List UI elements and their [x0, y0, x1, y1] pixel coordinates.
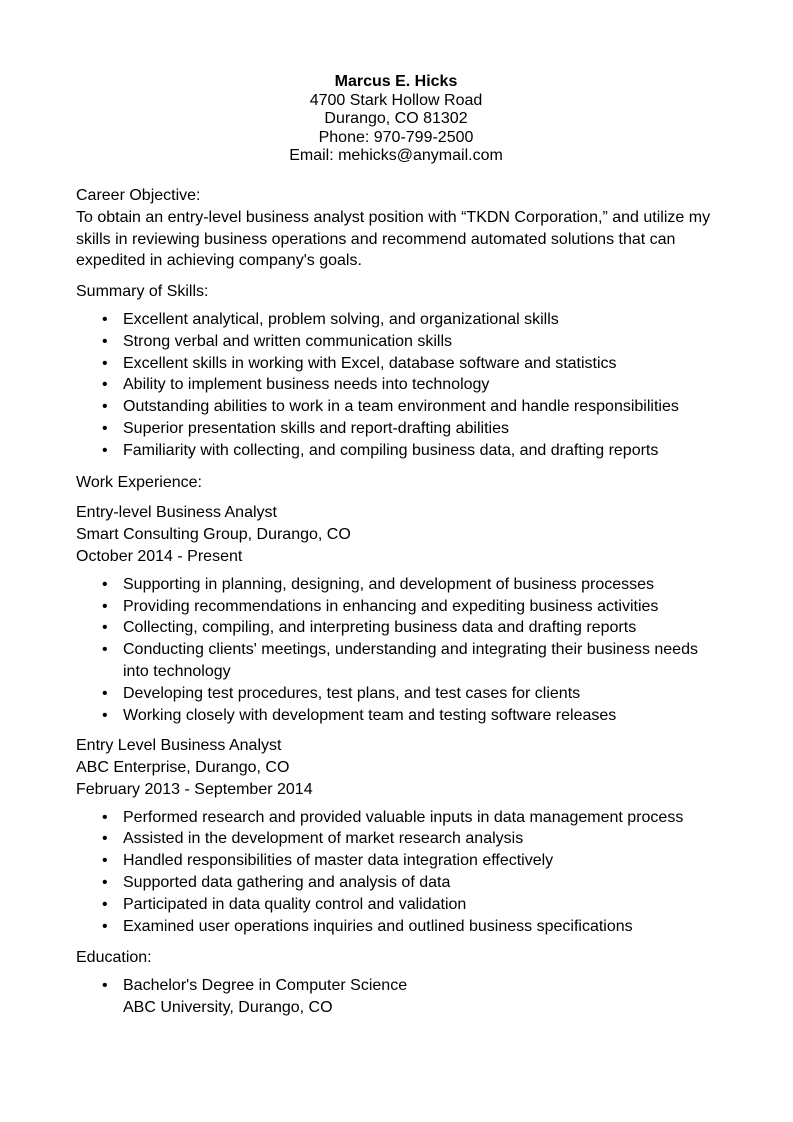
job-role: Entry Level Business Analyst — [76, 737, 282, 755]
list-item: • Familiarity with collecting, and compiling business data, and drafting reports — [76, 440, 726, 462]
list-item: • Outstanding abilities to work in a team environment and handle responsibilities — [76, 396, 726, 418]
job-dates: February 2013 - September 2014 — [76, 780, 313, 798]
list-item: • Handled responsibilities of master data integration effectively — [76, 850, 726, 872]
list-item: • Collecting, compiling, and interpreting business data and drafting reports — [76, 617, 726, 639]
bullet-icon: • — [102, 310, 108, 328]
bullet-icon: • — [102, 874, 108, 892]
bullet-icon: • — [102, 354, 108, 372]
list-item: • Superior presentation skills and report-drafting abilities — [76, 418, 726, 440]
bullet-icon: • — [102, 977, 108, 995]
bullet-icon: • — [102, 332, 108, 350]
skills-title: Summary of Skills: — [76, 283, 209, 301]
career-objective-text — [76, 207, 726, 272]
list-item: • Supporting in planning, designing, and development of business processes — [76, 574, 726, 596]
list-item: • Working closely with development team and testing software releases — [76, 705, 726, 727]
bullet-icon: • — [102, 419, 108, 437]
bullet-icon: • — [102, 830, 108, 848]
list-item: • Supported data gathering and analysis of data — [76, 872, 726, 894]
phone: Phone: 970-799-2500 — [318, 128, 474, 146]
job-dates: October 2014 - Present — [76, 547, 243, 565]
candidate-name: Marcus E. Hicks — [334, 73, 458, 90]
list-item: • Participated in data quality control and validation — [76, 894, 726, 916]
bullet-icon: • — [102, 684, 108, 702]
experience-title: Work Experience: — [76, 473, 202, 491]
career-objective-title: Career Objective: — [76, 186, 201, 204]
list-item — [76, 975, 726, 1019]
objective-line: To obtain an entry-level business analyst position with “TKDN Corporation,” and utilize my — [76, 208, 711, 226]
list-item: • Providing recommendations in enhancing and expediting business activities — [76, 596, 726, 618]
list-item: • Developing test procedures, test plans, and test cases for clients — [76, 683, 726, 705]
job-duties-list — [76, 574, 726, 727]
objective-line: skills in reviewing business operations and recommend automated solutions that can — [76, 230, 676, 248]
education-list — [76, 975, 726, 1019]
list-item: • Assisted in the development of market research analysis — [76, 828, 726, 850]
resume-header — [76, 73, 716, 166]
bullet-icon: • — [102, 441, 108, 459]
bullet-icon: • — [102, 575, 108, 593]
list-item: • Ability to implement business needs into technology — [76, 374, 726, 396]
list-item: • Strong verbal and written communication skills — [76, 331, 726, 353]
email: Email: mehicks@anymail.com — [289, 147, 503, 165]
bullet-icon: • — [102, 917, 108, 935]
bullet-icon: • — [102, 619, 108, 637]
job-role: Entry-level Business Analyst — [76, 504, 277, 522]
education-title: Education: — [76, 949, 152, 967]
job-company: Smart Consulting Group, Durango, CO — [76, 526, 351, 544]
degree: Bachelor's Degree in Computer Science — [123, 977, 408, 995]
job-entry — [76, 735, 726, 800]
bullet-icon: • — [102, 398, 108, 416]
bullet-icon: • — [102, 706, 108, 724]
school: ABC University, Durango, CO — [123, 999, 333, 1017]
list-item: • Examined user operations inquiries and outlined business specifications — [76, 916, 726, 938]
address-line-2: Durango, CO 81302 — [324, 110, 468, 128]
list-item: • Excellent skills in working with Excel, database software and statistics — [76, 353, 726, 375]
list-item: • Conducting clients' meetings, understanding and integrating their business needs into technology — [102, 641, 698, 680]
bullet-icon: • — [102, 895, 108, 913]
bullet-icon: • — [102, 852, 108, 870]
list-item: • Performed research and provided valuable inputs in data management process — [76, 807, 726, 829]
resume-page — [76, 73, 726, 1019]
bullet-icon: • — [102, 641, 108, 659]
address-line-1: 4700 Stark Hollow Road — [309, 91, 483, 109]
job-company: ABC Enterprise, Durango, CO — [76, 759, 290, 777]
list-item: • Excellent analytical, problem solving, and organizational skills — [76, 309, 726, 331]
bullet-icon: • — [102, 597, 108, 615]
job-duties-list — [76, 807, 726, 938]
job-entry — [76, 502, 726, 567]
objective-line: expedited in achieving company's goals. — [76, 252, 362, 270]
bullet-icon: • — [102, 376, 108, 394]
bullet-icon: • — [102, 808, 108, 826]
skills-list — [76, 309, 726, 462]
